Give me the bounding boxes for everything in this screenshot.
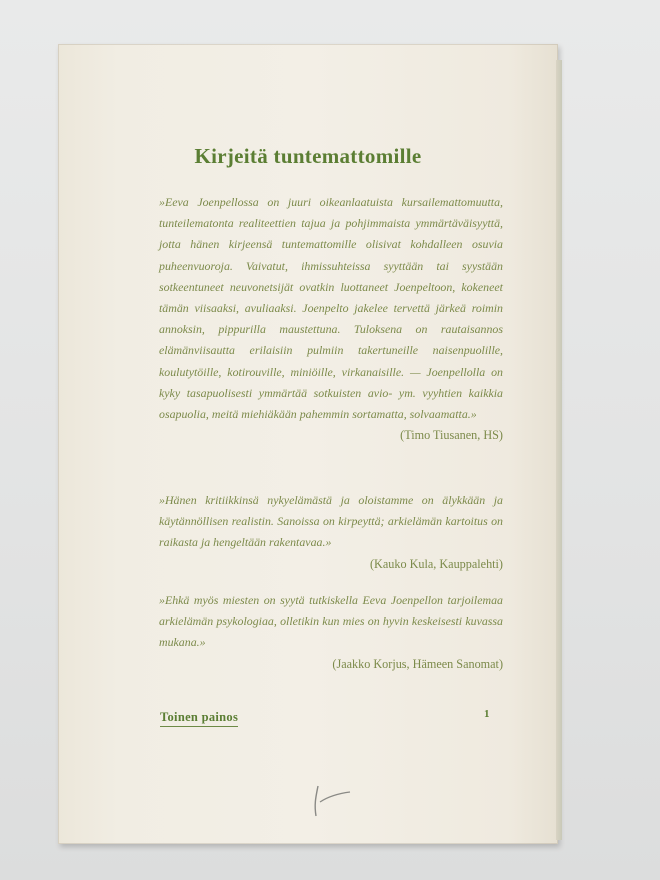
review-quote-1-text: on juuri oikeanlaatuista kursailemattomuutta, tunteilematonta realiteettien tajua ja pohjimmaista ymmärtäväisyyttä, jotta hänen kirjeensä tuntemattomille olisivat kohdalleen osuvia puheenvuoroja. Vaivatut, ihmissuhteissa syyttään tai syystään sotkeentuneet neuvonetsijät ovatkin luottaneet Joenpeltoon, kokeneet tämän viisaaksi, avuliaaksi. Joenpelto jakelee tervettä järkeä roimin annoksin, pippurilla maustettuna. Tuloksena on rautaisannos elämänviisautta erilaisiin pulmiin takertuneille naisenpuolille, koulutytöille, kotirouville, miniöille, virkanaisille. — Joenpellolla on kyky tasapuolisesti ymmärtää sotkuisten avio- ym. vyyhtien kaikkia osapuolia, meitä miehiäkään pahemmin sortamatta, solvaamatta.» <box>159 195 503 422</box>
page-number: 1 <box>484 708 490 720</box>
book-title: Kirjeitä tuntemattomille <box>194 144 422 168</box>
edition-label: Toinen painos <box>160 710 238 727</box>
review-quote-3-attribution: (Jaakko Korjus, Hämeen Sanomat) <box>332 656 503 671</box>
review-quote-1-attribution: (Timo Tiusanen, HS) <box>400 428 503 443</box>
pencil-mark <box>310 782 356 822</box>
review-quote-3-text: »Ehkä myös miesten on syytä tutkiskella Eeva Joenpellon tarjoilemaa arkielämän psykologiaa, olletikin kun mies on hyvin keskeisesti kuvassa mukana.» <box>159 593 503 650</box>
review-quote-1 <box>159 192 503 446</box>
review-quote-1-lead: »Eeva Joenpellossa <box>159 195 259 209</box>
review-quote-2-text: »Hänen kritiikkinsä nykyelämästä ja oloistamme on älykkään ja käytännöllisen realistin. Sanoissa on kirpeyttä; arkielämän kartoitus on raikasta ja hengeltään rakentavaa.» <box>159 493 503 550</box>
book-back-cover <box>58 44 558 844</box>
review-quote-3 <box>159 590 503 675</box>
review-quote-2 <box>159 490 503 575</box>
review-quote-2-attribution: (Kauko Kula, Kauppalehti) <box>369 556 503 571</box>
book-edge <box>556 60 562 840</box>
